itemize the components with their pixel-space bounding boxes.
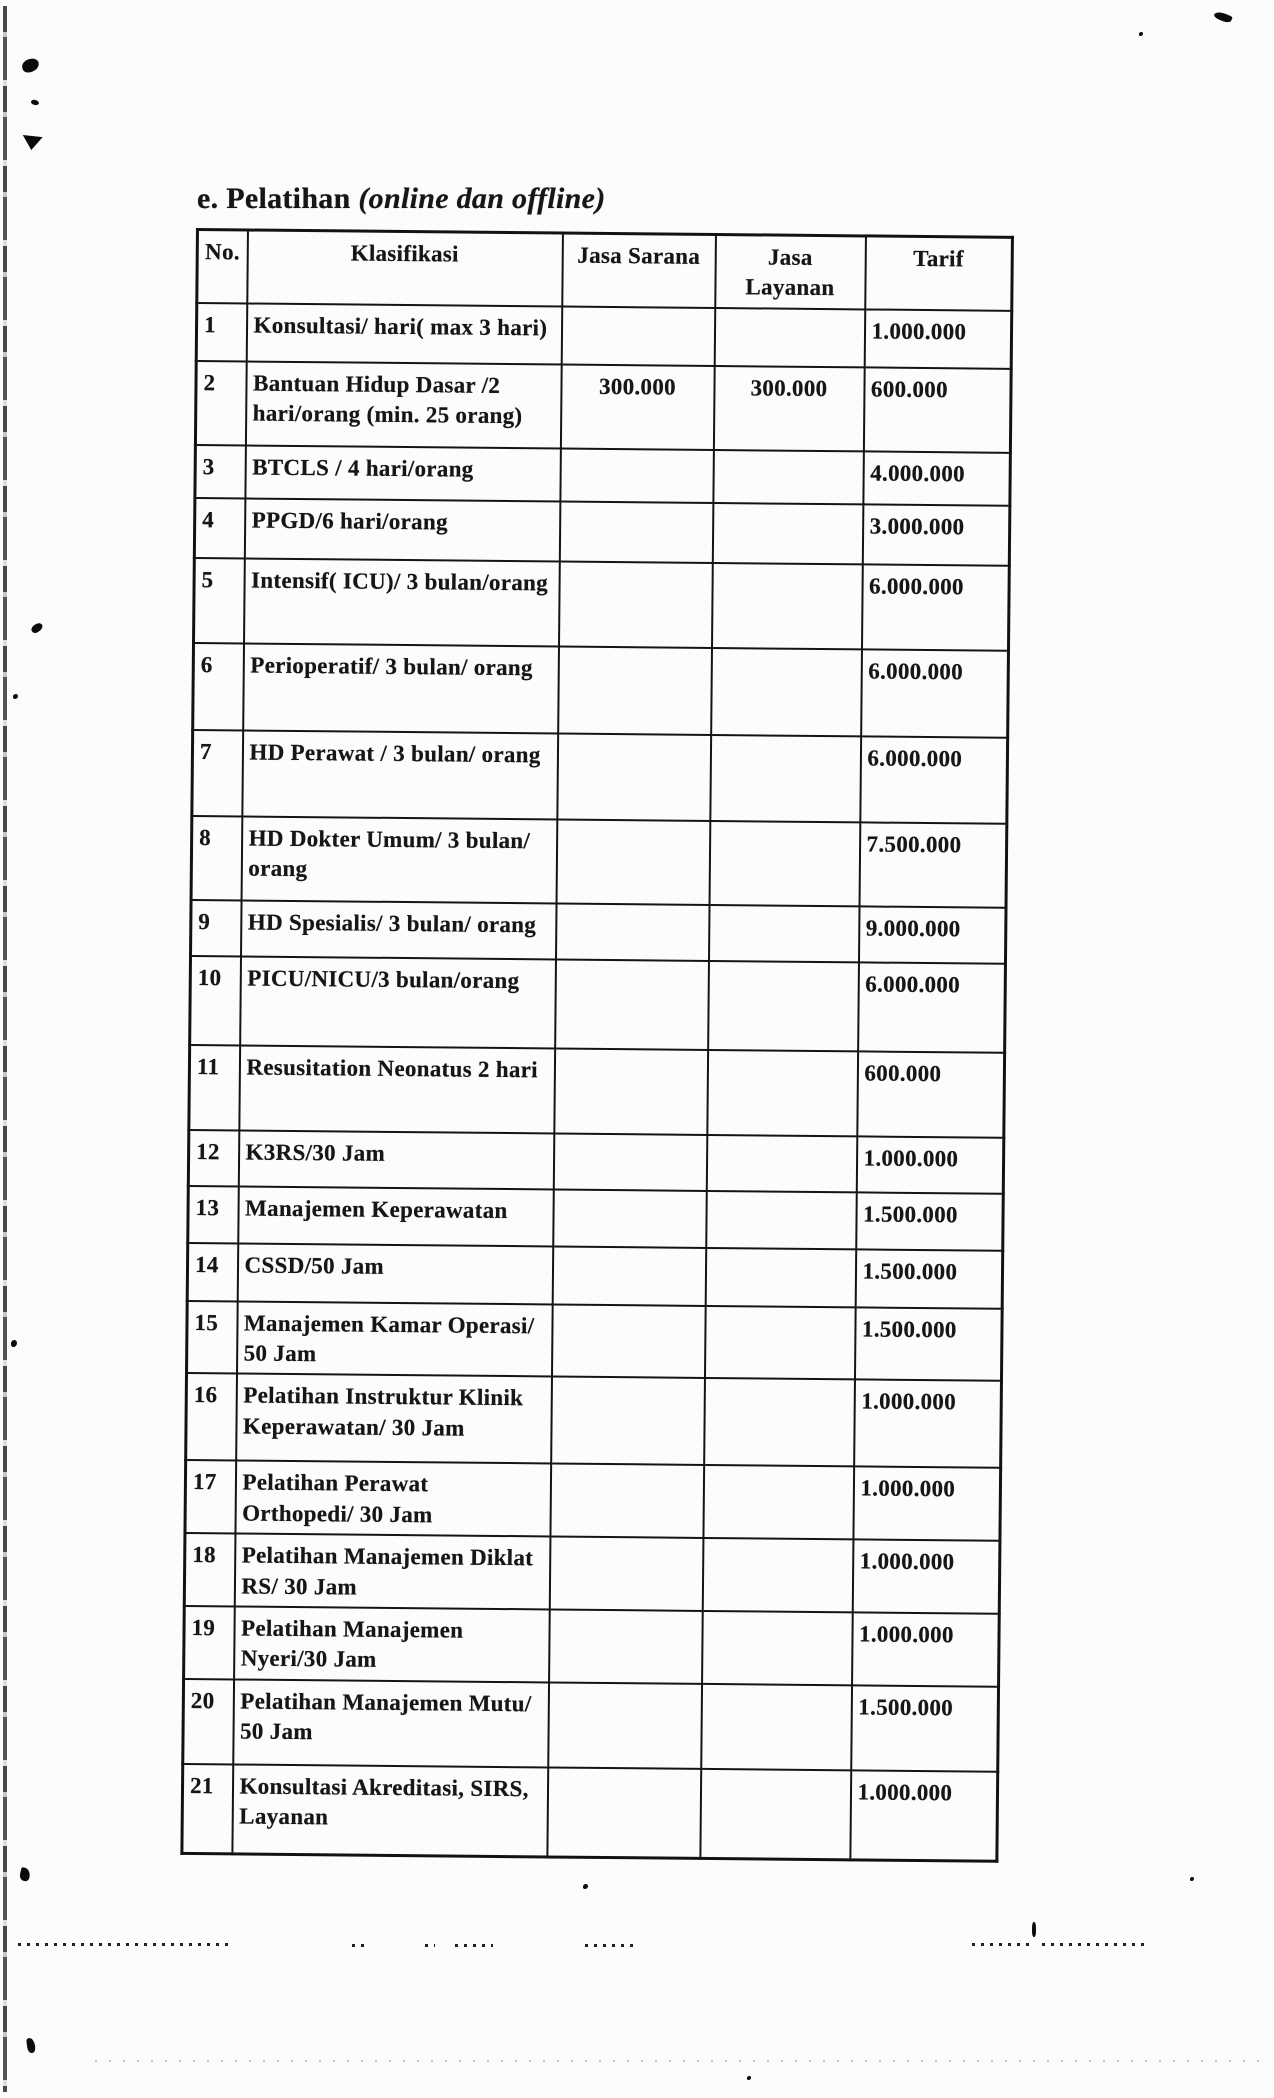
cell-tarif: 1.000.000	[852, 1612, 1000, 1686]
cell-klasifikasi: Konsultasi/ hari( max 3 hari)	[246, 303, 562, 364]
cell-jasa-sarana	[560, 448, 714, 502]
table-header-row	[197, 230, 1013, 311]
table-container	[180, 228, 1014, 1863]
page-title	[197, 182, 606, 216]
cell-no: 17	[185, 1460, 236, 1533]
cell-klasifikasi: CSSD/50 Jam	[237, 1243, 553, 1304]
cell-jasa-layanan	[709, 821, 860, 906]
cell-klasifikasi: K3RS/30 Jam	[238, 1130, 554, 1189]
cell-tarif: 9.000.000	[858, 906, 1006, 963]
scan-dash-line	[585, 1944, 637, 1947]
cell-jasa-sarana	[549, 1609, 703, 1683]
cell-klasifikasi: Pelatihan Instruktur Klinik Keperawatan/ 30 Jam	[236, 1374, 552, 1464]
cell-jasa-layanan	[704, 1306, 855, 1380]
table-row	[182, 1764, 998, 1862]
cell-klasifikasi: HD Perawat / 3 bulan/ orang	[242, 730, 558, 819]
cell-tarif: 1.000.000	[854, 1380, 1002, 1468]
table-row	[191, 900, 1007, 964]
cell-klasifikasi: Resusitation Neonatus 2 hari	[239, 1045, 555, 1133]
ink-speck	[13, 694, 18, 699]
cell-no: 21	[182, 1764, 233, 1854]
cell-no: 6	[193, 643, 244, 730]
cell-jasa-layanan	[700, 1769, 851, 1860]
cell-jasa-sarana	[556, 819, 710, 904]
ink-blob	[1213, 10, 1233, 25]
cell-tarif: 1.000.000	[864, 309, 1012, 368]
cell-no: 8	[191, 816, 242, 900]
cell-jasa-layanan	[711, 563, 862, 649]
cell-jasa-layanan	[712, 503, 863, 564]
cell-no: 18	[184, 1533, 235, 1606]
cell-jasa-layanan	[708, 961, 859, 1051]
header-jasa-sarana: Jasa Sarana	[562, 233, 716, 308]
header-klasifikasi: Klasifikasi	[247, 230, 563, 306]
cell-tarif: 1.500.000	[856, 1192, 1004, 1250]
cell-jasa-layanan	[710, 735, 861, 822]
table-row	[185, 1460, 1001, 1541]
cell-klasifikasi: Pelatihan Manajemen Mutu/ 50 Jam	[233, 1679, 549, 1767]
scan-dash-line	[1042, 1943, 1147, 1946]
ink-speck	[30, 99, 39, 107]
table-row	[193, 643, 1009, 738]
cell-jasa-sarana	[559, 561, 713, 647]
cell-jasa-sarana	[551, 1304, 705, 1378]
cell-jasa-layanan	[705, 1248, 856, 1307]
cell-jasa-layanan	[711, 648, 862, 736]
cell-jasa-sarana	[559, 501, 713, 562]
table-row	[190, 956, 1006, 1053]
cell-jasa-layanan	[708, 905, 859, 962]
cell-jasa-layanan	[706, 1135, 857, 1192]
table-row	[192, 730, 1008, 824]
cell-jasa-layanan	[707, 1050, 858, 1136]
cell-jasa-sarana	[550, 1464, 704, 1538]
scan-dash-line	[972, 1943, 1032, 1946]
cell-no: 20	[183, 1679, 234, 1764]
cell-no: 16	[186, 1373, 237, 1460]
cell-tarif: 1.500.000	[855, 1249, 1003, 1308]
cell-no: 13	[188, 1186, 239, 1243]
cell-tarif: 6.000.000	[861, 564, 1009, 650]
cell-jasa-layanan	[701, 1684, 852, 1770]
cell-klasifikasi: Konsultasi Akreditasi, SIRS, Layanan	[232, 1764, 548, 1857]
cell-tarif: 600.000	[857, 1051, 1005, 1137]
header-no: No.	[197, 230, 248, 304]
ink-speck	[1190, 1877, 1194, 1881]
cell-jasa-layanan	[713, 450, 864, 504]
cell-jasa-layanan: 300.000	[713, 366, 864, 451]
cell-tarif: 1.500.000	[851, 1685, 999, 1771]
cell-klasifikasi: Pelatihan Manajemen Diklat RS/ 30 Jam	[234, 1534, 550, 1610]
cell-klasifikasi: Manajemen Keperawatan	[238, 1186, 554, 1246]
scan-dash-line	[18, 1943, 228, 1946]
cell-jasa-sarana	[554, 1048, 708, 1134]
ink-speck	[583, 1884, 588, 1889]
table-row	[183, 1679, 999, 1772]
cell-no: 14	[187, 1243, 238, 1301]
table-row	[195, 361, 1011, 453]
cell-no: 4	[194, 498, 245, 558]
cell-jasa-sarana	[552, 1246, 706, 1305]
cell-no: 5	[194, 558, 245, 643]
cell-klasifikasi: Perioperatif/ 3 bulan/ orang	[243, 643, 559, 733]
tariff-table	[180, 228, 1014, 1863]
ink-speck	[11, 1340, 17, 1347]
table-row	[188, 1186, 1004, 1251]
cell-jasa-sarana	[555, 903, 709, 960]
table-row	[189, 1045, 1005, 1138]
cell-tarif: 1.000.000	[850, 1770, 998, 1861]
ink-speck	[1032, 1922, 1036, 1937]
cell-jasa-layanan	[714, 308, 865, 367]
table-row	[184, 1606, 1000, 1687]
ink-blob	[21, 57, 41, 74]
cell-jasa-layanan	[703, 1465, 854, 1539]
cell-klasifikasi: Manajemen Kamar Operasi/ 50 Jam	[237, 1301, 553, 1377]
ink-speck	[1139, 32, 1143, 36]
cell-no: 9	[191, 900, 242, 956]
cell-no: 2	[195, 361, 246, 445]
cell-tarif: 1.000.000	[853, 1467, 1001, 1541]
cell-klasifikasi: PICU/NICU/3 bulan/orang	[240, 956, 556, 1048]
table-row	[187, 1301, 1003, 1382]
scan-dash-line	[352, 1944, 366, 1947]
cell-jasa-layanan	[702, 1538, 853, 1612]
cell-tarif: 4.000.000	[863, 451, 1011, 505]
scan-dash-line	[425, 1944, 435, 1947]
cell-no: 7	[192, 730, 243, 816]
cell-tarif: 6.000.000	[858, 962, 1006, 1052]
cell-jasa-sarana	[547, 1767, 701, 1858]
cell-jasa-sarana	[549, 1537, 703, 1611]
cell-jasa-sarana	[558, 646, 712, 734]
cell-no: 3	[195, 445, 246, 498]
table-row	[194, 498, 1010, 566]
ink-triangle-mark	[21, 135, 42, 151]
table-row	[184, 1533, 1000, 1614]
table-row	[186, 1373, 1002, 1468]
cell-klasifikasi: BTCLS / 4 hari/orang	[245, 445, 560, 501]
cell-tarif: 3.000.000	[862, 504, 1010, 565]
cell-jasa-sarana	[553, 1189, 707, 1247]
scan-dash-line	[455, 1944, 493, 1947]
cell-tarif: 1.000.000	[852, 1540, 1000, 1614]
cell-klasifikasi: HD Dokter Umum/ 3 bulan/ orang	[241, 816, 557, 903]
cell-jasa-layanan	[704, 1378, 855, 1466]
cell-no: 12	[188, 1130, 239, 1186]
table-row	[191, 816, 1007, 908]
table-row	[188, 1130, 1004, 1194]
cell-jasa-sarana	[561, 306, 715, 365]
ink-speck	[747, 2076, 751, 2080]
cell-klasifikasi: Pelatihan Perawat Orthopedi/ 30 Jam	[235, 1461, 551, 1537]
table-row	[195, 445, 1010, 506]
cell-tarif: 1.500.000	[854, 1307, 1002, 1381]
table-row	[187, 1243, 1003, 1309]
cell-klasifikasi: PPGD/6 hari/orang	[244, 498, 560, 561]
cell-klasifikasi: Pelatihan Manajemen Nyeri/30 Jam	[234, 1606, 550, 1682]
title-text: e. Pelatihan	[197, 182, 359, 215]
cell-no: 1	[196, 303, 247, 361]
table-row	[194, 558, 1010, 651]
cell-no: 10	[190, 956, 241, 1045]
cell-tarif: 6.000.000	[861, 649, 1009, 737]
cell-klasifikasi: HD Spesialis/ 3 bulan/ orang	[241, 900, 557, 959]
table-body	[182, 303, 1012, 1862]
cell-tarif: 600.000	[863, 367, 1011, 452]
header-jasa-layanan: Jasa Layanan	[715, 234, 866, 309]
cell-klasifikasi: Intensif( ICU)/ 3 bulan/orang	[244, 558, 560, 646]
table-row	[196, 303, 1012, 369]
cell-no: 11	[189, 1045, 240, 1130]
header-tarif: Tarif	[865, 236, 1013, 311]
ink-speck	[30, 622, 44, 635]
cell-klasifikasi: Bantuan Hidup Dasar /2 hari/orang (min. 25 orang)	[245, 361, 561, 448]
cell-jasa-sarana	[551, 1377, 705, 1465]
cell-jasa-layanan	[706, 1191, 857, 1249]
ink-blob	[26, 2038, 36, 2054]
cell-jasa-layanan	[702, 1611, 853, 1685]
scan-page-edge-line	[3, 6, 7, 2092]
cell-jasa-sarana	[555, 959, 709, 1049]
cell-jasa-sarana: 300.000	[560, 364, 714, 449]
cell-tarif: 6.000.000	[860, 736, 1008, 823]
title-italic-text: (online dan offline)	[358, 182, 606, 215]
cell-no: 19	[184, 1606, 235, 1679]
cell-jasa-sarana	[548, 1682, 702, 1768]
cell-tarif: 1.000.000	[856, 1136, 1004, 1193]
cell-no: 15	[187, 1301, 238, 1374]
cell-tarif: 7.500.000	[859, 822, 1007, 907]
scan-faint-dotted-line	[95, 2060, 1270, 2062]
cell-jasa-sarana	[557, 733, 711, 820]
ink-blob	[19, 1867, 32, 1882]
cell-jasa-sarana	[553, 1133, 707, 1190]
